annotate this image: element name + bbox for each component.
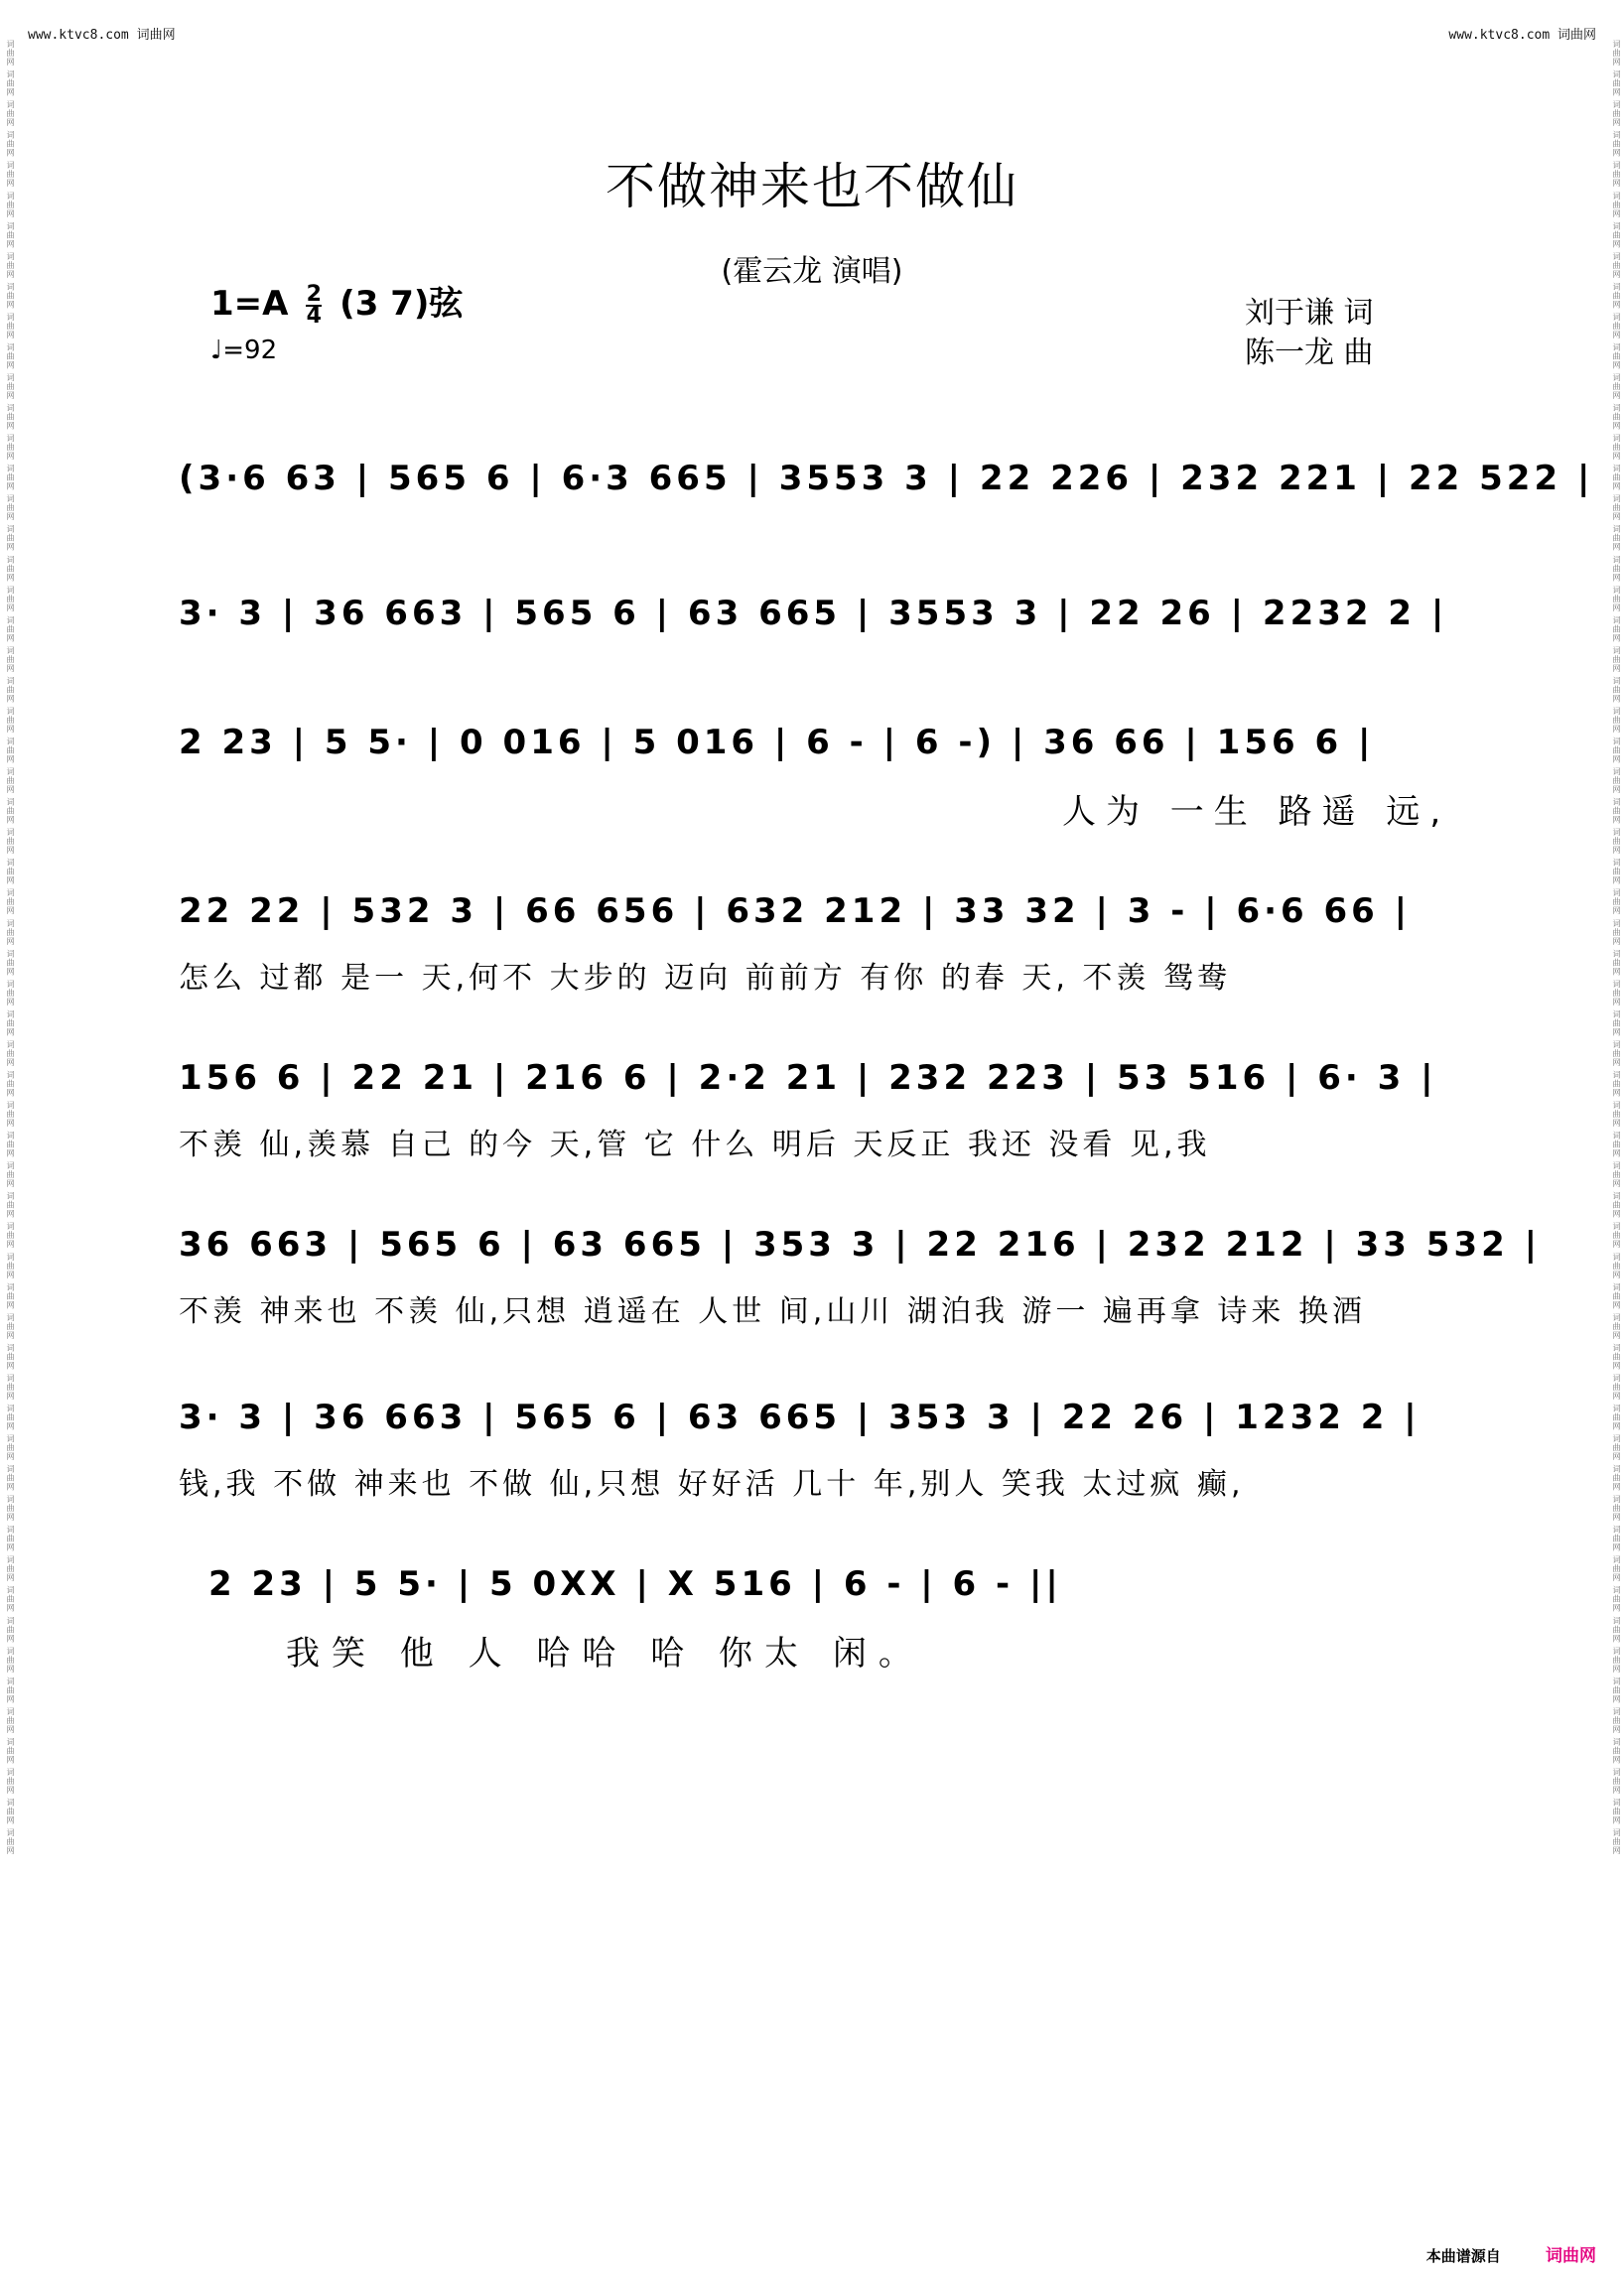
notes-line: (3·6 63 | 565 6 | 6·3 665 | 3553 3 | 22 226 | 232 221 | 22 522 |	[179, 459, 1594, 498]
footer-text: 本曲谱源自	[1425, 2247, 1501, 2265]
notes-line: 36 663 | 565 6 | 63 665 | 353 3 | 22 216 | 232 212 | 33 532 |	[179, 1225, 1542, 1265]
lyricist-credit: 刘于谦 词	[1245, 296, 1374, 331]
site-logo[interactable]: 词曲网	[1546, 2246, 1596, 2266]
lyrics-line: 人为 一生 路遥 远,	[1062, 792, 1451, 832]
side-watermark-right: 词曲网 词曲网 词曲网 词曲网 词曲网 词曲网 词曲网 词曲网 词曲网 词曲网 词曲网 词曲网 词曲网 词曲网 词曲网 词曲网 词曲网 词曲网 词曲网 词曲网 词曲网 词曲网 词曲网 词曲网 词曲网 词曲网 词曲网 词曲网 词曲网 词曲网 词曲网 词曲网 词曲网 词曲网 词曲网 词曲网 词曲网 词曲网 词曲网 词曲网 词曲网 词曲网 词曲网 词曲网 词曲网 词曲网 词曲网 词曲网 词曲网 词曲网 词曲网 词曲网 词曲网 词曲网 词曲网 词曲网 词曲网 词曲网 词曲网 词曲网	[1612, 40, 1621, 1856]
key-prefix: 1=A	[210, 284, 289, 324]
lyrics-line: 不羡 神来也 不羡 仙,只想 逍遥在 人世 间,山川 湖泊我 游一 遍再拿 诗来 换酒	[179, 1294, 1366, 1329]
notes-line: 2 23 | 5 5· | 0 016 | 5 016 | 6 - | 6 -) | 36 66 | 156 6 |	[179, 723, 1375, 762]
notes-line: 3· 3 | 36 663 | 565 6 | 63 665 | 3553 3 | 22 26 | 2232 2 |	[179, 594, 1448, 633]
time-denominator: 4	[306, 303, 322, 329]
side-watermark-left: 词曲网 词曲网 词曲网 词曲网 词曲网 词曲网 词曲网 词曲网 词曲网 词曲网 词曲网 词曲网 词曲网 词曲网 词曲网 词曲网 词曲网 词曲网 词曲网 词曲网 词曲网 词曲网 词曲网 词曲网 词曲网 词曲网 词曲网 词曲网 词曲网 词曲网 词曲网 词曲网 词曲网 词曲网 词曲网 词曲网 词曲网 词曲网 词曲网 词曲网 词曲网 词曲网 词曲网 词曲网 词曲网 词曲网 词曲网 词曲网 词曲网 词曲网 词曲网 词曲网 词曲网 词曲网 词曲网 词曲网 词曲网 词曲网 词曲网 词曲网	[6, 40, 15, 1856]
score-row-2	[179, 594, 1449, 651]
score-row-3	[179, 723, 1451, 832]
lyrics-line: 我笑 他 人 哈哈 哈 你太 闲。	[286, 1634, 924, 1674]
footer-source	[1426, 2241, 1596, 2266]
lyrics-line: 不羡 仙,羡慕 自己 的今 天,管 它 什么 明后 天反正 我还 没看 见,我	[179, 1128, 1211, 1162]
key-signature	[210, 276, 463, 327]
time-signature	[306, 281, 322, 329]
notes-line: 156 6 | 22 21 | 216 6 | 2·2 21 | 232 223 | 53 516 | 6· 3 |	[179, 1058, 1437, 1098]
lyrics-line: 怎么 过都 是一 天,何不 大步的 迈向 前前方 有你 的春 天, 不羡 鸳鸯	[179, 961, 1231, 996]
singer-credit: (霍云龙 演唱)	[721, 254, 903, 289]
score-row-7	[179, 1398, 1449, 1502]
tempo-marking: ♩=92	[210, 335, 278, 365]
lyrics-line: 钱,我 不做 神来也 不做 仙,只想 好好活 几十 年,别人 笑我 太过疯 癫,	[179, 1467, 1245, 1502]
watermark-top-right: www.ktvc8.com 词曲网	[1448, 28, 1596, 43]
notes-line: 3· 3 | 36 663 | 565 6 | 63 665 | 353 3 | 22 26 | 1232 2 |	[179, 1398, 1421, 1437]
notes-line: 2 23 | 5 5· | 5 0XX | X 516 | 6 - | 6 - ||	[208, 1564, 1062, 1604]
tuning: (3 7)弦	[339, 284, 464, 324]
composer-credit: 陈一龙 曲	[1245, 335, 1374, 370]
credits	[1245, 294, 1374, 373]
score-row-6	[179, 1225, 1542, 1329]
watermark-top-left: www.ktvc8.com 词曲网	[28, 28, 176, 43]
notes-line: 22 22 | 532 3 | 66 656 | 632 212 | 33 32 | 3 - | 6·6 66 |	[179, 891, 1412, 931]
song-title: 不做神来也不做仙	[606, 158, 1018, 215]
score-row-5	[179, 1058, 1449, 1162]
score-row-8	[179, 1564, 1449, 1674]
time-numerator: 2	[306, 281, 322, 307]
score-row-4	[179, 891, 1449, 996]
score-row-1	[179, 459, 1594, 516]
